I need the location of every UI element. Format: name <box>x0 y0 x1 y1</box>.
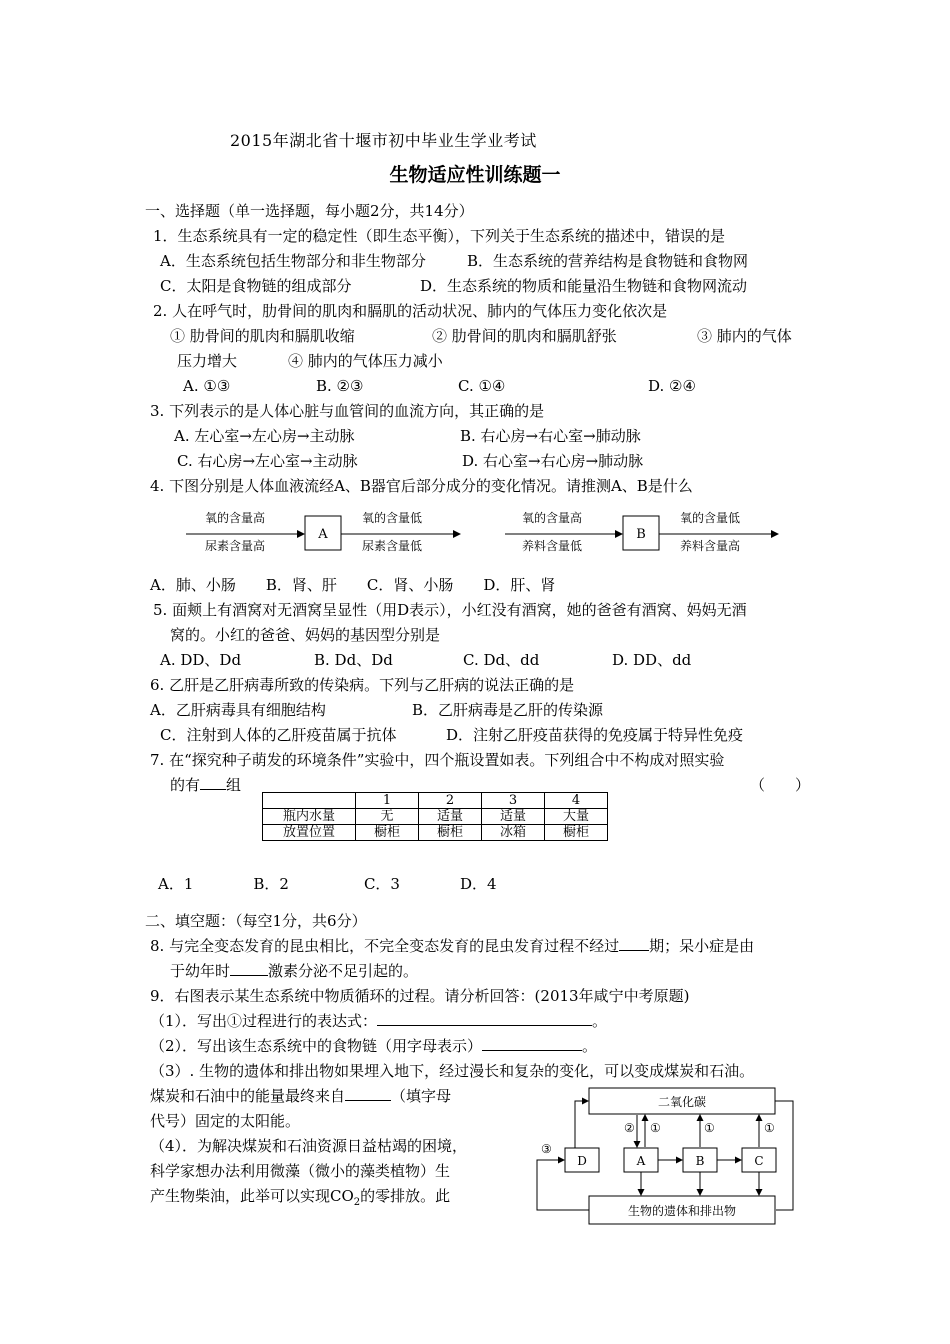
q8-line1-b: 期；呆小症是由 <box>649 937 755 955</box>
q7-stem-cont-b: 组 <box>226 776 242 794</box>
q9-part3-cont-a: 煤炭和石油中的能量最终来自 <box>150 1087 346 1105</box>
q8-line1 <box>150 936 754 956</box>
q2-statement-3-cont: 压力增大 <box>177 352 238 370</box>
organ-b-label: B <box>636 527 646 542</box>
a-input-bottom-label: 尿素含量高 <box>205 539 266 553</box>
q8-line2-b: 激素分泌不足引起的。 <box>268 962 419 980</box>
table-header-cell: 1 <box>356 793 419 809</box>
q7-stem-cont <box>170 775 241 795</box>
q7-answer-blank[interactable] <box>200 775 226 790</box>
seed-experiment-table <box>262 792 608 841</box>
q9-part3-cont-b: （填字母 <box>391 1087 452 1105</box>
table-header-cell: 3 <box>482 793 545 809</box>
marker-2-a: ② <box>624 1121 635 1135</box>
a-output-bottom-label: 尿素含量低 <box>362 539 423 553</box>
table-cell: 橱柜 <box>419 825 482 841</box>
table-cell: 适量 <box>419 809 482 825</box>
table-header-row <box>263 793 608 809</box>
table-cell: 放置位置 <box>263 825 356 841</box>
marker-1-c: ① <box>764 1121 775 1135</box>
outer-loop-line <box>775 1101 793 1210</box>
carbon-cycle-diagram <box>0 1080 950 1230</box>
q3-option-d: D. 右心室→右心房→肺动脉 <box>462 452 644 470</box>
q2-option-b: B. ②③ <box>316 377 364 395</box>
q1-option-b: B．生态系统的营养结构是食物链和食物网 <box>467 252 749 270</box>
q3-option-a: A. 左心室→左心房→主动脉 <box>174 427 355 445</box>
q6-option-d: D．注射乙肝疫苗获得的免疫属于特异性免疫 <box>446 726 744 744</box>
q7-answer-paren: （ ） <box>750 776 811 794</box>
organism-c-label: C <box>754 1154 764 1168</box>
table-cell: 无 <box>356 809 419 825</box>
q9-part4-line3-a: 产生物柴油，此举可以实现CO <box>150 1187 354 1205</box>
q3-option-b: B. 右心房→右心室→肺动脉 <box>460 427 641 445</box>
q5-option-b: B. Dd、Dd <box>314 651 393 669</box>
section1-heading: 一、选择题（单一选择题，每小题2分，共14分） <box>145 202 474 220</box>
q8-line2-a: 于幼年时 <box>170 962 231 980</box>
q2-option-a: A. ①③ <box>183 377 231 395</box>
q5-option-d: D. DD、dd <box>612 651 692 669</box>
exam-title: 2015年湖北省十堰市初中毕业生学业考试 <box>230 131 537 150</box>
q2-statement-2: ② 肋骨间的肌肉和膈肌舒张 <box>432 327 617 345</box>
q4-options: A．肺、小肠 B．肾、肝 C．肾、小肠 D．肝、肾 <box>150 576 556 594</box>
q2-statement-3: ③ 肺内的气体 <box>697 327 792 345</box>
table-cell: 橱柜 <box>545 825 608 841</box>
q2-option-d: D. ②④ <box>648 377 696 395</box>
q9-stem: 9．右图表示某生态系统中物质循环的过程。请分析回答：(2013年咸宁中考原题) <box>150 987 690 1005</box>
table-header-cell: 2 <box>419 793 482 809</box>
q9-part1 <box>150 1011 607 1031</box>
q6-option-c: C．注射到人体的乙肝疫苗属于抗体 <box>160 726 397 744</box>
table-cell: 瓶内水量 <box>263 809 356 825</box>
blood-flow-diagram <box>0 500 950 566</box>
q8-line1-a: 8. 与完全变态发育的昆虫相比，不完全变态发育的昆虫发育过程不经过 <box>150 937 620 955</box>
q9-part3-cont2: 代号）固定的太阳能。 <box>150 1112 301 1130</box>
a-output-top-label: 氧的含量低 <box>362 511 423 525</box>
q9-part4-line3-b: 的零排放。此 <box>360 1187 451 1205</box>
marker-1-a: ① <box>650 1121 661 1135</box>
q6-option-b: B．乙肝病毒是乙肝的传染源 <box>412 701 604 719</box>
q7-stem-cont-a: 的有 <box>170 776 201 794</box>
b-output-bottom-label: 养料含量高 <box>680 539 741 553</box>
q9-part2 <box>150 1036 597 1056</box>
table-header-cell: 4 <box>545 793 608 809</box>
q9-part3: （3）. 生物的遗体和排出物如果埋入地下，经过漫长和复杂的变化，可以变成煤炭和石油。 <box>150 1062 755 1080</box>
b-input-bottom-label: 养料含量低 <box>522 539 583 553</box>
q6-stem: 6. 乙肝是乙肝病毒所致的传染病。下列与乙肝病的说法正确的是 <box>150 676 575 694</box>
q9-part2-period: 。 <box>582 1037 598 1055</box>
q5-stem-cont: 窝的。小红的爸爸、妈妈的基因型分别是 <box>170 626 441 644</box>
q5-stem: 5. 面颊上有酒窝对无酒窝呈显性（用D表示），小红没有酒窝，她的爸爸有酒窝、妈妈无酒 <box>153 601 747 619</box>
a-input-top-label: 氧的含量高 <box>205 511 266 525</box>
q4-stem: 4. 下图分别是人体血液流经A、B器官后部分成分的变化情况。请推测A、B是什么 <box>150 477 693 495</box>
table-cell: 橱柜 <box>356 825 419 841</box>
marker-3: ③ <box>541 1142 552 1156</box>
q1-option-a: A．生态系统包括生物部分和非生物部分 <box>160 252 426 270</box>
q2-stem: 2. 人在呼气时，肋骨间的肌肉和膈肌的活动状况、肺内的气体压力变化依次是 <box>153 302 668 320</box>
remains-label: 生物的遗体和排出物 <box>627 1204 737 1218</box>
q1-stem: 1．生态系统具有一定的稳定性（即生态平衡），下列关于生态系统的描述中，错误的是 <box>153 227 726 245</box>
co2-subscript: 2 <box>353 1197 361 1208</box>
organism-a-label: A <box>636 1154 646 1168</box>
q2-option-c: C. ①④ <box>458 377 506 395</box>
q3-option-c: C. 右心房→左心室→主动脉 <box>177 452 358 470</box>
section2-heading: 二、填空题：（每空1分，共6分） <box>145 912 367 930</box>
q1-option-c: C．太阳是食物链的组成部分 <box>160 277 352 295</box>
d-to-co2-arrow <box>575 1101 588 1148</box>
q8-blank-stage[interactable] <box>619 936 649 951</box>
q8-blank-hormone[interactable] <box>230 961 268 976</box>
b-input-top-label: 氧的含量高 <box>522 511 583 525</box>
q9-part4-line1: （4）．为解决煤炭和石油资源日益枯竭的困境， <box>150 1137 468 1155</box>
q5-option-c: C. Dd、dd <box>463 651 540 669</box>
q2-statement-4: ④ 肺内的气体压力减小 <box>288 352 443 370</box>
q1-option-d: D．生态系统的物质和能量沿生物链和食物网流动 <box>420 277 748 295</box>
q9-blank-expression[interactable] <box>377 1011 592 1026</box>
q9-part1-period: 。 <box>592 1012 608 1030</box>
b-output-top-label: 氧的含量低 <box>680 511 741 525</box>
table-row <box>263 825 608 841</box>
q9-blank-food-chain[interactable] <box>482 1036 582 1051</box>
table-header-cell <box>263 793 356 809</box>
marker-1-b: ① <box>704 1121 715 1135</box>
organism-d-label: D <box>577 1154 587 1168</box>
table-row <box>263 809 608 825</box>
table-cell: 冰箱 <box>482 825 545 841</box>
q6-option-a: A．乙肝病毒具有细胞结构 <box>150 701 326 719</box>
table-cell: 大量 <box>545 809 608 825</box>
q9-part4-line2: 科学家想办法利用微藻（微小的藻类植物）生 <box>150 1162 451 1180</box>
q3-stem: 3. 下列表示的是人体心脏与血管间的血流方向，其正确的是 <box>150 402 545 420</box>
q9-part2-text: （2）．写出该生态系统中的食物链（用字母表示） <box>150 1037 483 1055</box>
q8-line2 <box>170 961 418 981</box>
co2-label: 二氧化碳 <box>657 1095 707 1109</box>
q9-part1-text: （1）．写出①过程进行的表达式： <box>150 1012 378 1030</box>
q7-options: A．1 B．2 C．3 D．4 <box>158 875 497 893</box>
table-cell: 适量 <box>482 809 545 825</box>
organism-b-label: B <box>695 1154 705 1168</box>
q2-statement-1: ① 肋骨间的肌肉和膈肌收缩 <box>170 327 355 345</box>
q7-stem: 7. 在“探究种子萌发的环境条件”实验中，四个瓶设置如表。下列组合中不构成对照实验 <box>150 751 725 769</box>
q5-option-a: A. DD、Dd <box>160 651 242 669</box>
page-title: 生物适应性训练题一 <box>389 164 561 186</box>
organ-a-label: A <box>318 527 328 542</box>
